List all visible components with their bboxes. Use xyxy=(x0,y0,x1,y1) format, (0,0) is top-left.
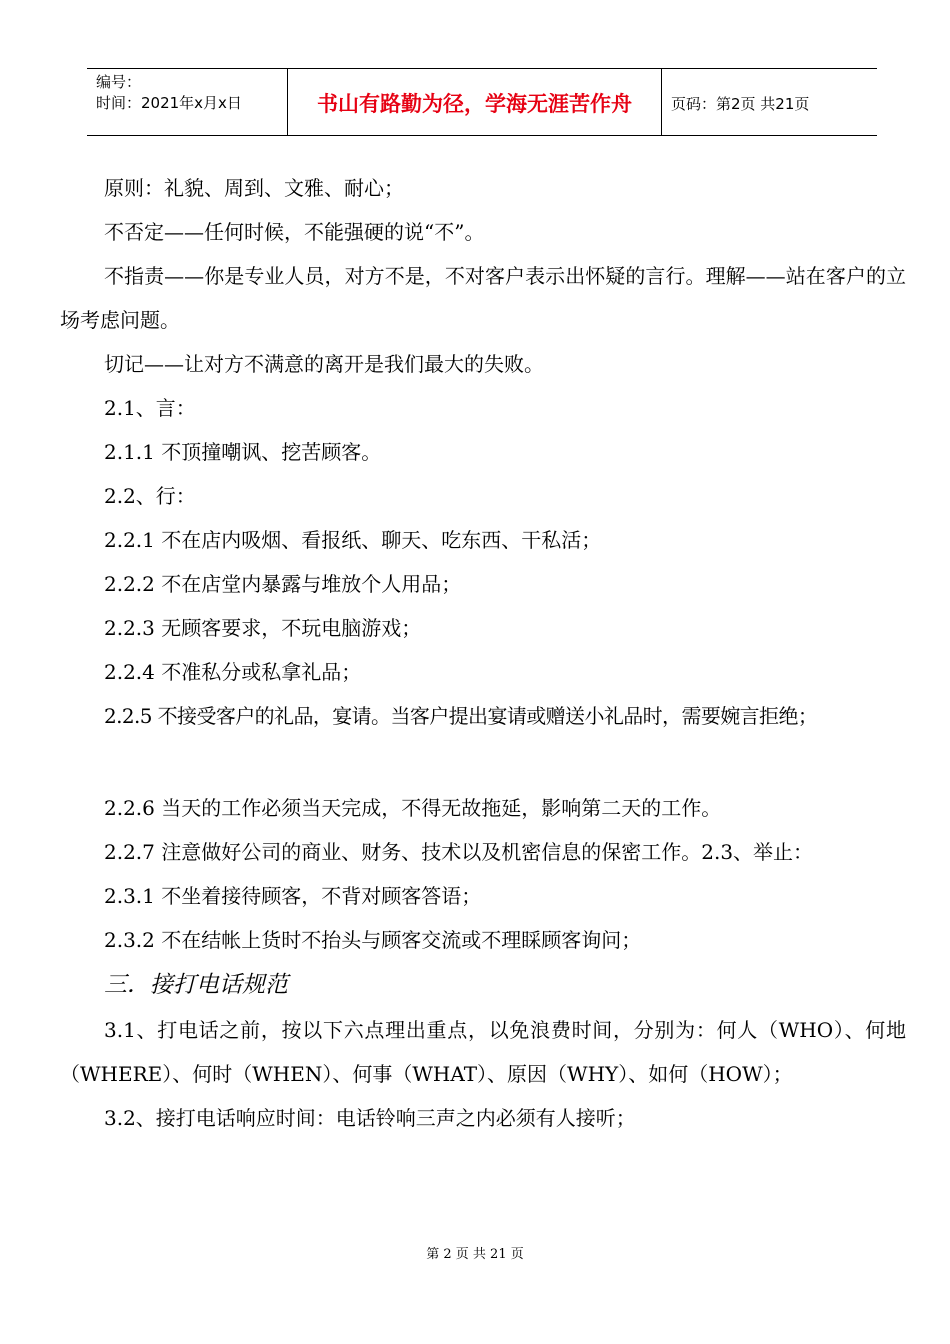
item-2-2-4: 2.2.4 不准私分或私拿礼品； xyxy=(104,660,362,684)
heading-2-1: 2.1、言： xyxy=(104,396,196,420)
item-3-2: 3.2、接打电话响应时间：电话铃响三声之内必须有人接听； xyxy=(104,1106,636,1130)
paragraph-no-blame: 不指责——你是专业人员，对方不是，不对客户表示出怀疑的言行。理解——站在客户的立场考虑问题。 xyxy=(60,264,906,332)
paragraph-remember: 切记——让对方不满意的离开是我们最大的失败。 xyxy=(104,352,544,376)
document-time-label: 时间：2021年x月x日 xyxy=(96,94,242,112)
page-header xyxy=(87,68,877,136)
item-2-3-1: 2.3.1 不坐着接待顾客，不背对顾客答语； xyxy=(104,884,482,908)
page-footer xyxy=(0,1246,950,1264)
paragraph-no-denial: 不否定——任何时候，不能强硬的说“不”。 xyxy=(104,220,485,244)
document-number-label: 编号： xyxy=(96,73,142,91)
item-2-2-2: 2.2.2 不在店堂内暴露与堆放个人用品； xyxy=(104,572,462,596)
header-motto: 书山有路勤为径，学海无涯苦作舟 xyxy=(288,69,662,135)
footer-page-number: 第 2 页 共 21 页 xyxy=(426,1247,524,1262)
blank-line xyxy=(60,738,906,786)
item-2-2-5: 2.2.5 不接受客户的礼品，宴请。当客户提出宴请或赠送小礼品时，需要婉言拒绝； xyxy=(104,704,818,728)
section-title-3: 三．接打电话规范 xyxy=(104,972,288,998)
item-3-1: 3.1、打电话之前，按以下六点理出重点，以免浪费时间，分别为：何人（WHO）、何地（WHERE）、何时（WHEN）、何事（WHAT）、原因（WHY）、如何（HOW）； xyxy=(60,1018,906,1086)
item-2-3-2: 2.3.2 不在结帐上货时不抬头与顾客交流或不理睬顾客询问； xyxy=(104,928,642,952)
item-2-2-6: 2.2.6 当天的工作必须当天完成，不得无故拖延，影响第二天的工作。 xyxy=(104,796,722,820)
header-page-number: 页码：第2页 共21页 xyxy=(671,94,810,113)
item-2-2-1: 2.2.1 不在店内吸烟、看报纸、聊天、吃东西、干私活； xyxy=(104,528,602,552)
document-body xyxy=(60,166,906,1140)
item-2-2-7: 2.2.7 注意做好公司的商业、财务、技术以及机密信息的保密工作。2.3、举止： xyxy=(104,840,814,864)
header-meta xyxy=(87,69,288,135)
item-2-1-1: 2.1.1 不顶撞嘲讽、挖苦顾客。 xyxy=(104,440,382,464)
paragraph-principle: 原则：礼貌、周到、文雅、耐心； xyxy=(104,176,404,200)
heading-2-2: 2.2、行： xyxy=(104,484,196,508)
item-2-2-3: 2.2.3 无顾客要求，不玩电脑游戏； xyxy=(104,616,422,640)
